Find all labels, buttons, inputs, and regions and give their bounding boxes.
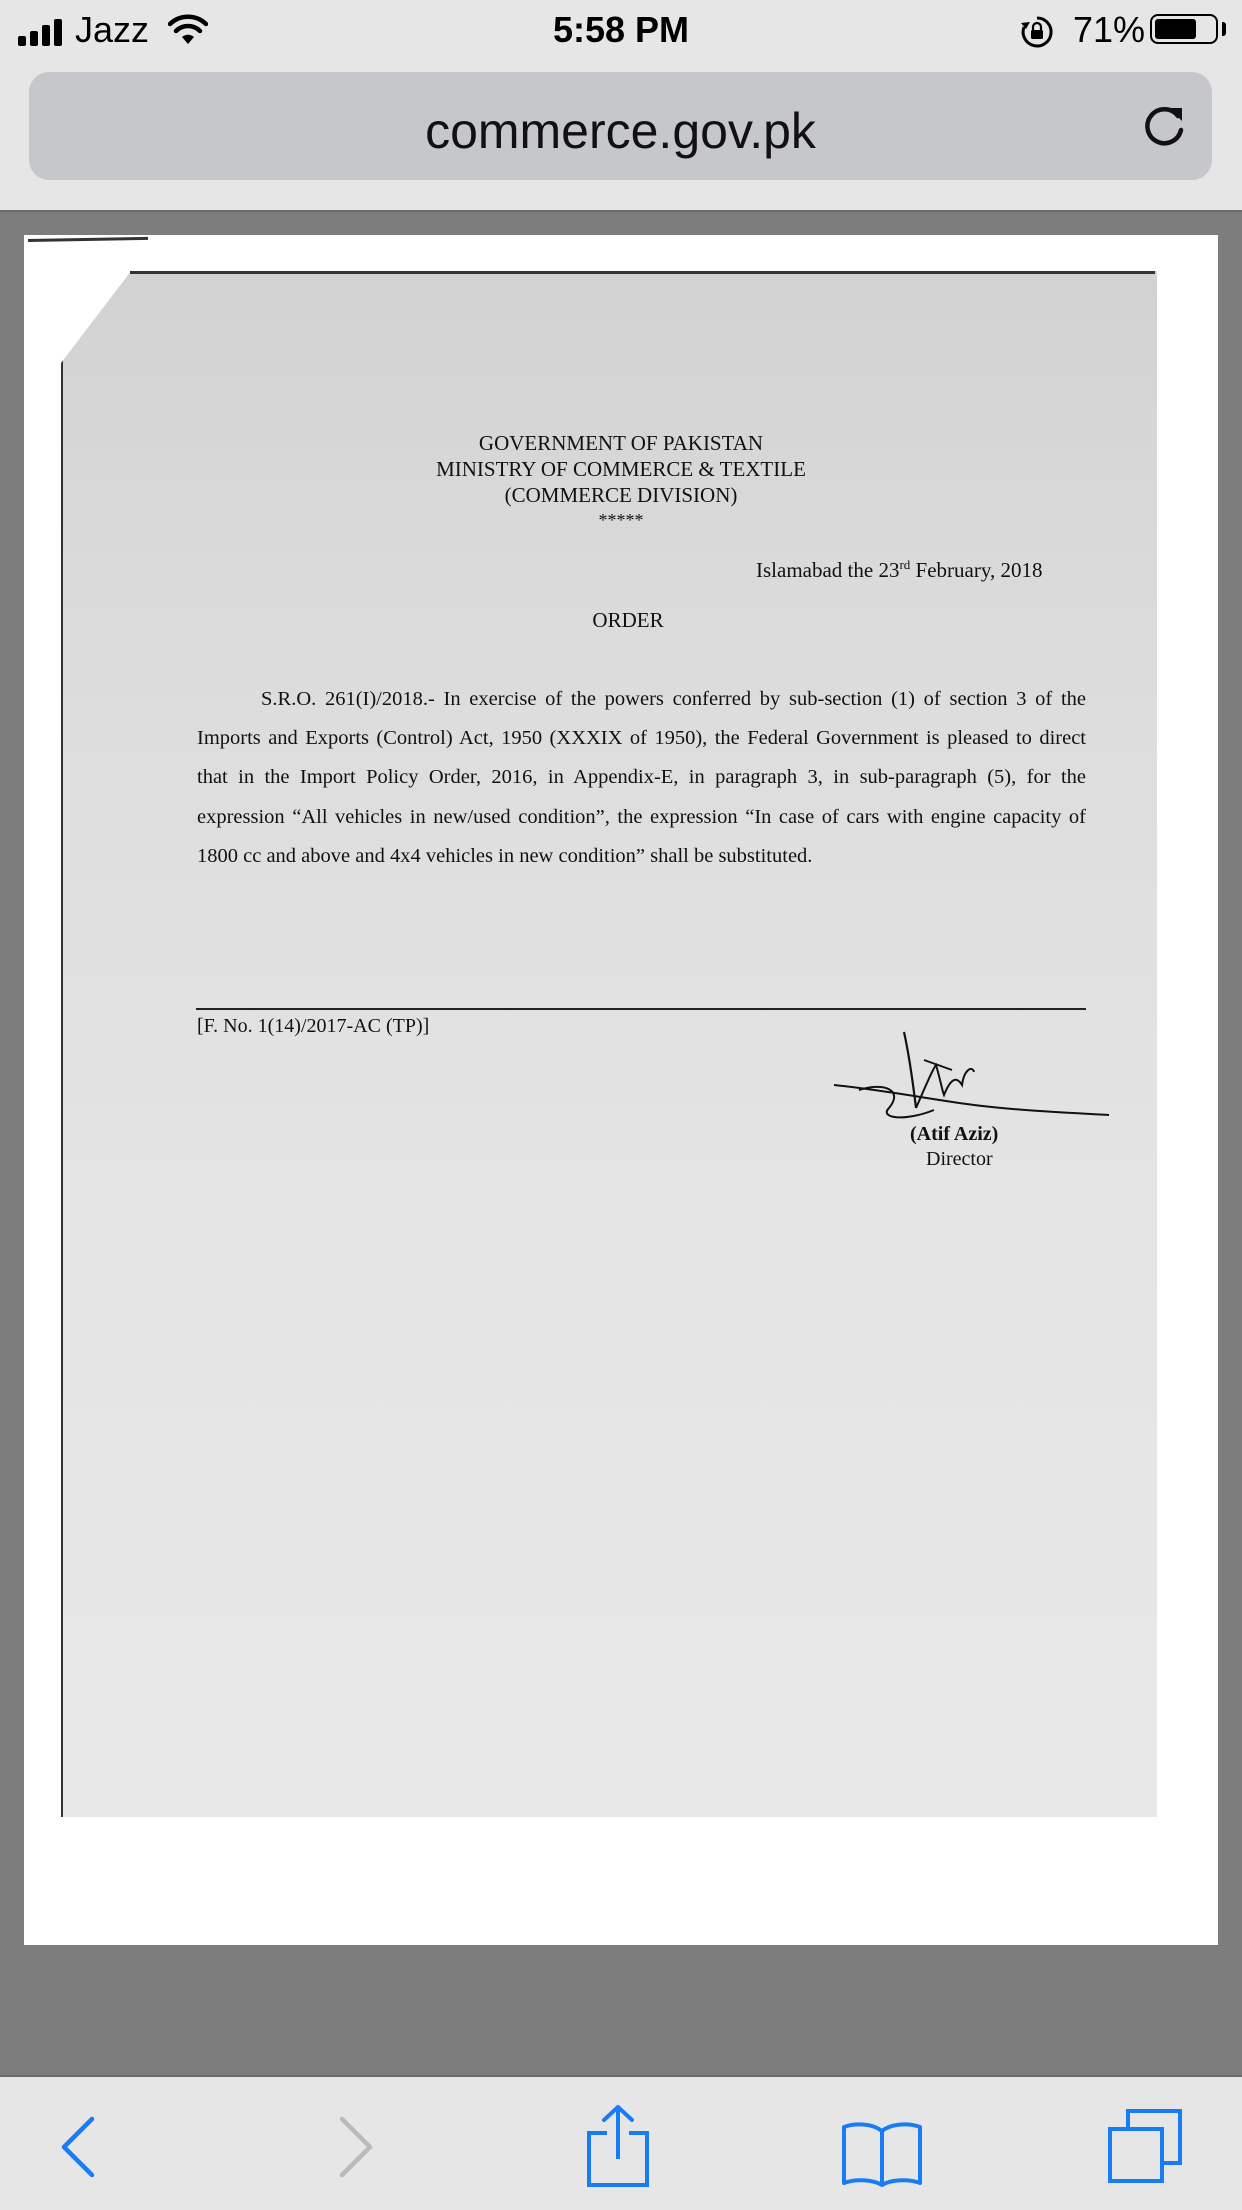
pdf-page [24,235,1218,1945]
doc-order-title: ORDER [592,608,664,632]
tabs-icon[interactable] [1106,2107,1184,2185]
doc-stars: ***** [598,510,644,530]
back-icon[interactable] [56,2115,100,2179]
signer-designation: Director [926,1148,993,1170]
status-time: 5:58 PM [552,9,690,50]
date-ordinal: rd [899,557,911,572]
address-bar[interactable] [29,72,1212,180]
doc-header-line3: (COMMERCE DIVISION) [504,483,738,507]
signer-name: (Atif Aziz) [910,1123,999,1145]
doc-body-text: S.R.O. 261(I)/2018.- In exercise of the powers conferred by sub-section (1) of section 3 of the Imports and Exports (Control) Act, 1950 (XXXIX of 1950), the Federal Government is pleased to direct that in the Import Policy Order, 2016, in Appendix-E, in paragraph 3, in sub-paragraph (5), for the expression “All vehicles in new/used condition”, the expression “In case of cars with engine capacity of 1800 cc and above and 4x4 vehicles in new condition” shall be substituted. [197,688,1086,867]
scan-edge [130,271,1155,274]
reload-icon[interactable] [1138,100,1190,152]
doc-body-paragraph [197,680,1086,876]
status-bar [0,0,1242,62]
browser-address-area [0,62,1242,212]
forward-icon[interactable] [334,2115,378,2179]
share-icon[interactable] [585,2103,651,2189]
url-text[interactable]: commerce.gov.pk [425,103,816,159]
doc-date [756,557,1043,583]
battery-fill [1155,19,1196,39]
doc-file-number: [F. No. 1(14)/2017-AC (TP)] [197,1015,430,1037]
browser-toolbar [0,2075,1242,2210]
scan-corner [28,237,148,254]
date-prefix: Islamabad the 23 [756,558,900,582]
date-rest: February, 2018 [910,558,1043,582]
carrier-name: Jazz [75,9,150,50]
battery-icon [1150,14,1218,44]
battery-cap [1222,22,1226,36]
doc-header-line1: GOVERNMENT OF PAKISTAN [478,431,764,455]
battery-percent: 71% [1073,9,1146,50]
doc-header-line2: MINISTRY OF COMMERCE & TEXTILE [436,457,806,481]
separator-rule [196,1008,1086,1010]
bookmarks-icon[interactable] [840,2119,924,2187]
rotation-lock-icon [1020,15,1054,49]
